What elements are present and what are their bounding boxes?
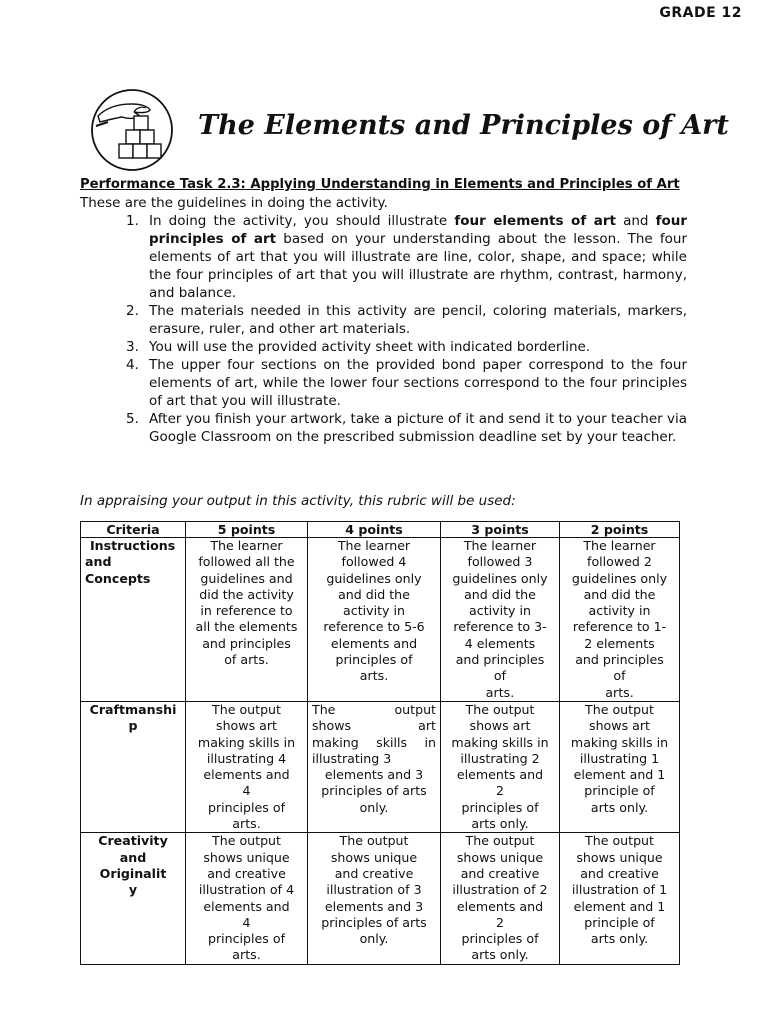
- cell-line: all the elements: [195, 619, 298, 635]
- cell-line: making skills in: [197, 734, 296, 750]
- cell-line: illustration of 2: [452, 882, 548, 898]
- guideline-bold: four elements of art: [454, 213, 616, 229]
- rubric-header-row: [81, 522, 680, 538]
- cell-line: arts only.: [590, 799, 649, 815]
- cell-line: arts only.: [471, 816, 529, 832]
- cell-line: and creative: [580, 865, 659, 881]
- criteria-cell: [81, 701, 186, 832]
- cell-line: reference to 1-: [572, 619, 667, 635]
- cell-line: 2 elements: [584, 635, 655, 651]
- cell-line: and did the: [464, 586, 536, 602]
- cell-line: making skills in: [312, 734, 436, 750]
- cell-line: activity in: [343, 603, 405, 619]
- task-heading: Performance Task 2.3: Applying Understanding in Elements and Principles of Art: [80, 177, 680, 192]
- cell-line: did the activity: [199, 586, 294, 602]
- score-cell: [560, 538, 680, 702]
- rubric-intro: In appraising your output in this activity, this rubric will be used:: [80, 493, 516, 509]
- cell-line: reference to 5-6: [323, 619, 425, 635]
- rubric-header-cell: 3 points: [441, 522, 560, 538]
- cell-line: elements and 3: [324, 767, 424, 783]
- cell-line: illustration of 3: [326, 882, 422, 898]
- cell-line: 2: [495, 914, 504, 930]
- cell-line: Creativity: [98, 833, 168, 849]
- score-cell: [441, 538, 560, 702]
- cell-line: making skills in: [570, 734, 669, 750]
- criteria-cell: [81, 833, 186, 964]
- cell-line: shows unique: [330, 849, 418, 865]
- guideline-item: [126, 212, 687, 302]
- rubric-header-cell: Criteria: [81, 522, 186, 538]
- cell-line: The output: [585, 833, 654, 849]
- cell-line: shows art: [589, 718, 650, 734]
- cell-line: principles of: [335, 652, 413, 668]
- guidelines-list: [126, 212, 687, 446]
- cell-line: principles of: [461, 931, 539, 947]
- task-intro: These are the guidelines in doing the activity.: [80, 195, 388, 211]
- cell-line: The learner: [463, 538, 537, 553]
- cell-line: principles of arts: [321, 783, 427, 799]
- guideline-number: 4.: [126, 357, 139, 373]
- cell-line: 4 elements: [464, 635, 536, 651]
- guideline-text: The upper four sections on the provided bond paper correspond to the four elements of art, while the lower four sections correspond to the four principles of art that you will illustrate.: [149, 357, 687, 409]
- cell-line: followed 3: [467, 554, 533, 570]
- guideline-bold: four principles of art: [149, 213, 687, 247]
- cell-line: and principles: [202, 635, 291, 651]
- rubric-header-cell: 4 points: [308, 522, 441, 538]
- cell-line: elements and: [203, 898, 290, 914]
- cell-line: shows art: [216, 718, 277, 734]
- cell-line: and: [85, 554, 112, 570]
- cell-line: elements and: [203, 767, 290, 783]
- cell-line: arts only.: [590, 931, 649, 947]
- cell-line: y: [128, 882, 138, 898]
- score-cell: [441, 701, 560, 832]
- rubric-header-cell: 2 points: [560, 522, 680, 538]
- rubric-header-cell: 5 points: [186, 522, 308, 538]
- cell-line: and creative: [460, 865, 540, 881]
- guideline-text: based on your understanding about the lesson. The four elements of art that you will illustrate are line, color, shape, and space; while the four principles of art that you will illustrate are rhythm, contrast, harmony, and balance.: [149, 231, 687, 301]
- cell-line: only.: [359, 799, 389, 815]
- cell-line: activity in: [469, 603, 531, 619]
- cell-line: guidelines only: [452, 570, 548, 586]
- cell-line: activity in: [588, 603, 651, 619]
- cell-line: and: [119, 849, 147, 865]
- cell-line: The output: [585, 701, 654, 717]
- cell-line: element and 1: [573, 898, 666, 914]
- cell-line: and creative: [207, 865, 286, 881]
- cell-line: principles of: [461, 799, 539, 815]
- rubric-table: [80, 521, 680, 965]
- cell-line: principles of: [207, 799, 286, 815]
- cell-line: shows art: [312, 718, 436, 734]
- score-cell: [186, 833, 308, 964]
- cell-line: The learner: [337, 538, 411, 553]
- cell-line: arts.: [359, 668, 389, 684]
- cell-line: and did the: [338, 586, 410, 602]
- cell-line: of: [613, 668, 626, 684]
- cell-line: shows unique: [576, 849, 663, 865]
- guideline-item: [126, 338, 687, 356]
- cell-line: The output: [465, 833, 535, 849]
- guideline-text: You will use the provided activity sheet with indicated borderline.: [149, 339, 591, 355]
- cell-line: and did the: [583, 586, 656, 602]
- score-cell: [560, 833, 680, 964]
- page-title: The Elements and Principles of Art: [198, 110, 729, 141]
- cell-line: followed 2: [587, 554, 652, 570]
- score-cell: [441, 833, 560, 964]
- cell-line: illustrating 2: [460, 750, 540, 766]
- art-logo-icon: [88, 86, 178, 172]
- guideline-number: 1.: [126, 213, 139, 229]
- cell-line: reference to 3-: [453, 619, 547, 635]
- guideline-text: In doing the activity, you should illustrate: [149, 213, 455, 229]
- cell-line: illustration of 1: [571, 882, 668, 898]
- cell-line: guidelines only: [326, 570, 422, 586]
- table-row: [81, 701, 680, 832]
- cell-line: principle of: [584, 914, 655, 930]
- cell-line: p: [128, 718, 138, 734]
- cell-line: shows unique: [203, 849, 290, 865]
- table-row: [81, 538, 680, 702]
- cell-line: shows unique: [456, 849, 544, 865]
- cell-line: Concepts: [85, 570, 151, 586]
- cell-line: arts.: [485, 684, 515, 700]
- guideline-text: After you finish your artwork, take a picture of it and send it to your teacher via Google Classroom on the prescribed submission deadline set by your teacher.: [149, 411, 687, 445]
- cell-line: followed all the: [198, 554, 295, 570]
- cell-line: illustrating 4: [206, 750, 287, 766]
- cell-line: arts.: [605, 684, 634, 700]
- cell-line: in reference to: [200, 603, 293, 619]
- cell-line: The output: [312, 701, 436, 717]
- grade-label: GRADE 12: [659, 5, 742, 21]
- guideline-text: The materials needed in this activity are pencil, coloring materials, markers, erasure, ruler, and other art materials.: [149, 303, 687, 337]
- guideline-number: 3.: [126, 339, 139, 355]
- cell-line: shows art: [469, 718, 531, 734]
- cell-line: Originalit: [99, 865, 167, 881]
- cell-line: 4: [242, 783, 251, 799]
- cell-line: arts only.: [471, 947, 529, 963]
- guideline-item: [126, 356, 687, 410]
- guideline-number: 5.: [126, 411, 139, 427]
- cell-line: elements and: [456, 767, 544, 783]
- cell-line: The output: [212, 833, 281, 849]
- cell-line: The learner: [583, 538, 656, 553]
- cell-line: and creative: [334, 865, 414, 881]
- cell-line: The output: [212, 701, 281, 717]
- criteria-cell: [81, 538, 186, 702]
- cell-line: illustration of 4: [198, 882, 295, 898]
- table-row: [81, 833, 680, 964]
- cell-line: of arts.: [224, 652, 269, 668]
- cell-line: Instructions: [90, 538, 176, 553]
- cell-line: The output: [339, 833, 409, 849]
- cell-line: and principles: [455, 652, 545, 668]
- cell-line: principle of: [584, 783, 655, 799]
- score-cell: [186, 538, 308, 702]
- cell-line: arts.: [232, 947, 261, 963]
- cell-line: principles of arts: [321, 914, 427, 930]
- score-cell: [308, 701, 441, 832]
- score-cell: [186, 701, 308, 832]
- guideline-text: and: [615, 213, 656, 229]
- guideline-item: [126, 302, 687, 338]
- guideline-item: [126, 410, 687, 446]
- cell-line: principles of: [207, 931, 286, 947]
- cell-line: of: [493, 668, 507, 684]
- cell-line: elements and: [456, 898, 544, 914]
- cell-line: 4: [242, 914, 251, 930]
- cell-line: followed 4: [341, 554, 407, 570]
- cell-line: illustrating 1: [579, 750, 660, 766]
- cell-line: illustrating 3: [312, 750, 392, 766]
- score-cell: [308, 833, 441, 964]
- score-cell: [560, 701, 680, 832]
- score-cell: [308, 538, 441, 702]
- cell-line: The output: [465, 701, 535, 717]
- cell-line: and principles: [575, 652, 664, 668]
- cell-line: 2: [495, 783, 504, 799]
- cell-line: element and 1: [573, 767, 666, 783]
- guideline-number: 2.: [126, 303, 139, 319]
- cell-line: elements and 3: [324, 898, 424, 914]
- cell-line: making skills in: [451, 734, 549, 750]
- cell-line: only.: [359, 931, 389, 947]
- cell-line: elements and: [330, 635, 418, 651]
- cell-line: guidelines only: [571, 570, 668, 586]
- cell-line: Craftmanshi: [89, 701, 177, 717]
- cell-line: guidelines and: [200, 570, 293, 586]
- cell-line: The learner: [210, 538, 283, 553]
- cell-line: arts.: [232, 816, 261, 832]
